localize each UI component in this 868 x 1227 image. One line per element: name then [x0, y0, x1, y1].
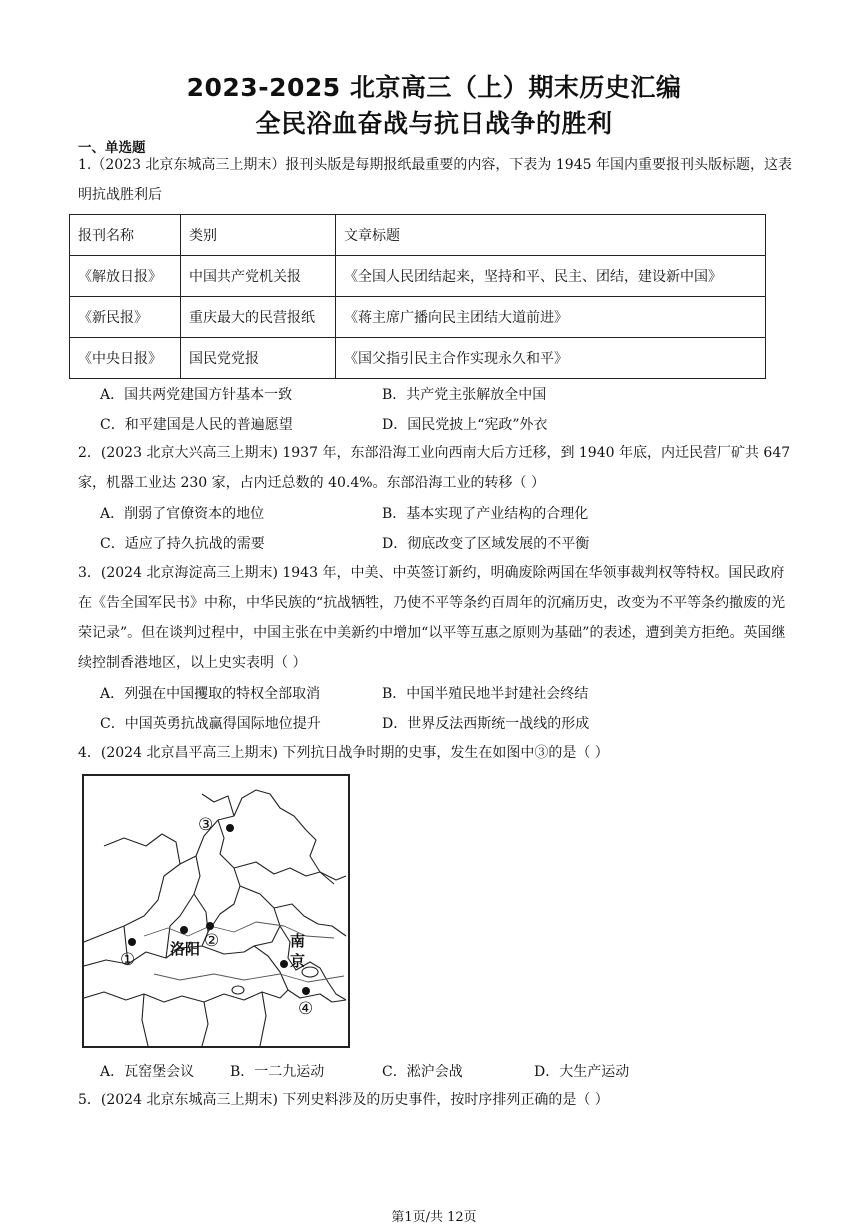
table-cell: 重庆最大的民营报纸 [181, 297, 336, 338]
map-boundary [142, 994, 148, 1046]
table-cell: 《全国人民团结起来，坚持和平、民主、团结，建设新中国》 [336, 256, 766, 297]
q2-option-a[interactable]: A．削弱了官僚资本的地位 [100, 506, 265, 522]
q3-option-b[interactable]: B．中国半殖民地半封建社会终结 [382, 686, 589, 702]
q2-option-c[interactable]: C．适应了持久抗战的需要 [100, 536, 265, 552]
map-boundary [208, 820, 240, 932]
map-boundary [274, 904, 346, 936]
map-boundary [84, 834, 180, 942]
map-label-luoyang: 洛阳 [170, 940, 201, 958]
table-header-row [70, 215, 766, 256]
marker-3-dot [226, 824, 234, 832]
table-cell: 《国父指引民主合作实现永久和平》 [336, 338, 766, 379]
map-boundary [240, 886, 280, 946]
map-label-4: ④ [298, 999, 314, 1019]
newspaper-table [69, 214, 766, 379]
map-label-jing: 京 [290, 952, 306, 970]
map-river [144, 922, 334, 938]
marker-2-dot [206, 922, 214, 930]
q3-option-a[interactable]: A．列强在中国攫取的特权全部取消 [100, 686, 321, 702]
q2-option-b[interactable]: B．基本实现了产业结构的合理化 [382, 506, 589, 522]
q1-option-b[interactable]: B．共产党主张解放全中国 [382, 387, 547, 403]
table-cell: 《解放日报》 [70, 256, 181, 297]
q3-option-d[interactable]: D．世界反法西斯统一战线的形成 [382, 716, 590, 732]
marker-nanjing-dot [280, 960, 288, 968]
table-header-cell: 文章标题 [336, 215, 766, 256]
page-footer: 第1页/共 12页 [391, 1210, 477, 1225]
table-row [70, 256, 766, 297]
map-boundary [202, 794, 234, 816]
table-row [70, 338, 766, 379]
table-cell: 《新民报》 [70, 297, 181, 338]
q3-option-c[interactable]: C．中国英勇抗战赢得国际地位提升 [100, 716, 321, 732]
table-row [70, 297, 766, 338]
page-subtitle: 全民浴血奋战与抗日战争的胜利 [255, 109, 613, 138]
q2-option-d[interactable]: D．彻底改变了区域发展的不平衡 [382, 536, 590, 552]
q4-option-b[interactable]: B．一二九运动 [230, 1064, 325, 1080]
table-header-cell: 类别 [181, 215, 336, 256]
q4-option-a[interactable]: A．瓦窑堡会议 [100, 1064, 195, 1080]
q4-option-c[interactable]: C．淞沪会战 [382, 1064, 463, 1080]
q1-option-a[interactable]: A．国共两党建国方针基本一致 [100, 387, 293, 403]
question-4-stem: 4．(2024 北京昌平高三上期末) 下列抗日战争时期的史事，发生在如图中③的是（ ） [78, 745, 609, 761]
map-boundary [202, 1002, 208, 1046]
marker-1-dot [128, 938, 136, 946]
table-header-cell: 报刊名称 [70, 215, 181, 256]
question-3-stem: 3．(2024 北京海淀高三上期末) 1943 年，中美、中英签订新约，明确废除两国在华领事裁判权等特权。国民政府在《告全国军民书》中称，中华民族的“抗战牺牲，乃使不平等条约百周年的沉痛历史，改变为不平等条约撤废的光荣记录”。但在谈判过程中，中国主张在中美新约中增加“以平等互惠之原则为基础”的表述，遭到美方拒绝。英国继续控制香港地区，以上史实表明（ ） [78, 565, 786, 671]
table-cell: 中国共产党机关报 [181, 256, 336, 297]
map-coastline [306, 830, 346, 880]
map-boundary [260, 992, 266, 1046]
table-cell: 国民党党报 [181, 338, 336, 379]
q4-option-d[interactable]: D．大生产运动 [534, 1064, 630, 1080]
map-label-3: ③ [198, 815, 214, 835]
map-boundary [288, 990, 346, 1002]
map-coastline [328, 982, 346, 1000]
china-province-map [82, 774, 350, 1048]
q1-option-d[interactable]: D．国民党披上“宪政”外衣 [382, 417, 548, 433]
q1-option-c[interactable]: C．和平建国是人民的普遍愿望 [100, 417, 293, 433]
question-2-stem: 2．(2023 北京大兴高三上期末) 1937 年，东部沿海工业向西南大后方迁移，到 1940 年底，内迁民营厂矿共 647 家，机器工业达 230 家，占内迁总数的 40.4%。东部沿海工业的转移（ ） [78, 445, 791, 491]
question-1-stem: 1.（2023 北京东城高三上期末）报刊头版是每期报纸最重要的内容，下表为 1945 年国内重要报刊头版标题，这表明抗战胜利后 [78, 157, 792, 203]
table-cell: 《中央日报》 [70, 338, 181, 379]
map-label-1: ① [120, 950, 136, 970]
map-boundary [84, 990, 288, 1002]
marker-luoyang-dot [180, 926, 188, 934]
map-boundary [234, 862, 334, 884]
map-label-nan: 南 [290, 932, 306, 950]
page-title: 2023-2025 北京高三（上）期末历史汇编 [186, 73, 682, 102]
question-5-stem: 5．(2024 北京东城高三上期末) 下列史料涉及的历史事件，按时序排列正确的是（ ） [78, 1092, 609, 1108]
map-lake [232, 986, 244, 994]
table-cell: 《蒋主席广播向民主团结大道前进》 [336, 297, 766, 338]
section-heading: 一、单选题 [78, 140, 146, 156]
marker-4-dot [302, 987, 310, 995]
map-label-2: ② [204, 931, 220, 951]
